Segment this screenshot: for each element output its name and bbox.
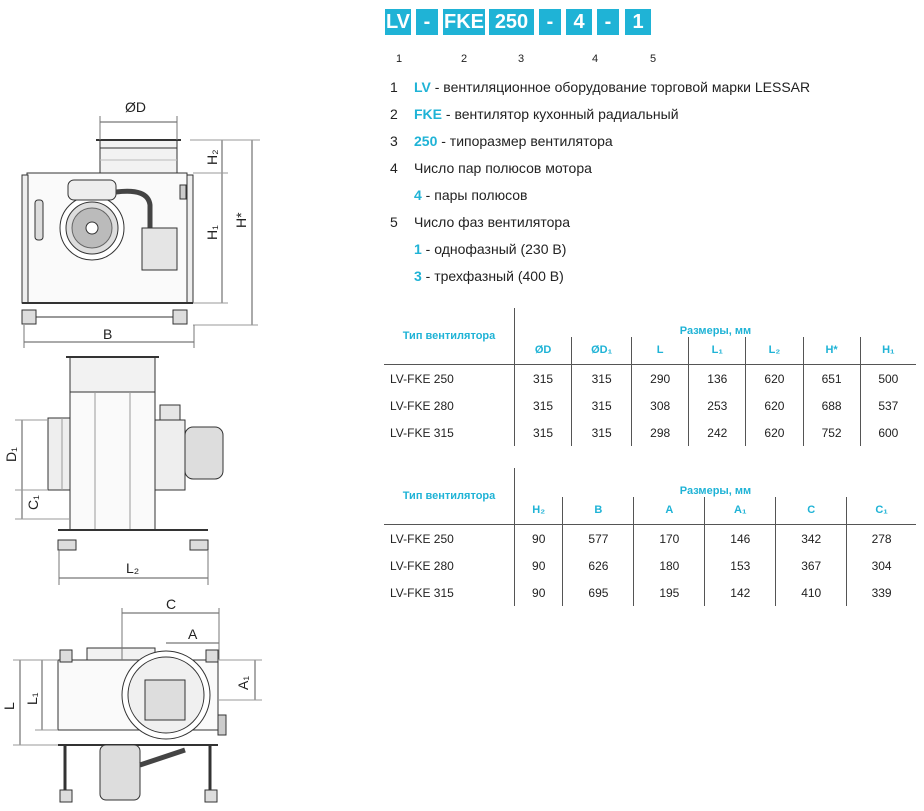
table-cell: 315 xyxy=(572,392,632,419)
table2-col-a: A xyxy=(634,497,705,525)
table1-col-l: L xyxy=(632,337,689,365)
table-cell: 315 xyxy=(572,419,632,446)
table1-col-od: ØD xyxy=(515,337,572,365)
code-legend xyxy=(390,74,810,290)
code-part-phases: 1 xyxy=(625,9,651,35)
side-view xyxy=(15,357,223,585)
table-cell: 170 xyxy=(634,525,705,553)
label-a: A xyxy=(188,626,198,642)
table-cell: LV-FKE 280 xyxy=(390,558,454,573)
code-number-1: 1 xyxy=(395,53,403,65)
table-row xyxy=(384,392,916,419)
table-row xyxy=(384,552,916,579)
legend-row-3 xyxy=(390,128,810,155)
table-cell: 315 xyxy=(515,419,572,446)
table2-col-c: C xyxy=(776,497,847,525)
table1-group-header: Размеры, мм xyxy=(515,308,917,337)
table-row xyxy=(384,579,916,606)
legend-index: 1 xyxy=(390,79,398,95)
technical-drawings xyxy=(0,0,375,811)
table-cell: 537 xyxy=(860,392,916,419)
table-cell: 304 xyxy=(847,552,916,579)
table1-col-l2: L₂ xyxy=(746,337,803,365)
legend-code: 250 xyxy=(414,133,438,149)
fan-drawings-svg xyxy=(0,0,375,811)
table-cell: 620 xyxy=(746,365,803,393)
label-l1: L₁ xyxy=(24,692,40,705)
table-cell: 620 xyxy=(746,392,803,419)
legend-row-2 xyxy=(390,101,810,128)
table2-type-header: Тип вентилятора xyxy=(402,490,496,502)
legend-row-4 xyxy=(390,155,810,182)
table2-col-c1: C₁ xyxy=(847,497,916,525)
table-cell: 315 xyxy=(515,365,572,393)
code-number-2: 2 xyxy=(460,53,468,65)
label-h: H* xyxy=(233,212,249,228)
table-cell: 242 xyxy=(689,419,746,446)
legend-text: - трехфазный (400 В) xyxy=(421,268,564,284)
label-c: C xyxy=(166,596,177,612)
code-sep-1: - xyxy=(416,9,438,35)
table-cell: LV-FKE 280 xyxy=(390,398,454,413)
table-cell: 90 xyxy=(515,552,563,579)
legend-code: FKE xyxy=(414,106,442,122)
table-cell: 342 xyxy=(776,525,847,553)
legend-index: 5 xyxy=(390,214,398,230)
label-a1: A₁ xyxy=(235,675,251,690)
table1-col-h1: H₁ xyxy=(860,337,916,365)
table2-col-h2: H₂ xyxy=(515,497,563,525)
legend-text: - вентиляционное оборудование торговой марки LESSAR xyxy=(430,79,811,95)
table-cell: LV-FKE 315 xyxy=(390,585,454,600)
code-number-5: 5 xyxy=(649,53,657,65)
table-cell: LV-FKE 250 xyxy=(384,525,515,553)
table-cell: 90 xyxy=(515,525,563,553)
table-cell: 142 xyxy=(705,579,776,606)
table-cell: 290 xyxy=(632,365,689,393)
table-row xyxy=(384,419,916,446)
dimensions-table-2 xyxy=(384,468,916,606)
front-view xyxy=(22,116,260,348)
table-cell: 90 xyxy=(515,579,563,606)
legend-code: LV xyxy=(414,79,431,95)
label-h1: H₁ xyxy=(204,225,220,240)
table2-group-header: Размеры, мм xyxy=(515,468,917,497)
legend-code: 1 xyxy=(414,241,422,257)
dimensions-table-1 xyxy=(384,308,916,446)
code-sep-2: - xyxy=(539,9,561,35)
table1-col-od1: ØD₁ xyxy=(572,337,632,365)
table-cell: 153 xyxy=(705,552,776,579)
table-cell: 695 xyxy=(563,579,634,606)
code-number-4: 4 xyxy=(591,53,599,65)
table-cell: 136 xyxy=(689,365,746,393)
table-cell: LV-FKE 250 xyxy=(384,365,515,393)
table-cell: 308 xyxy=(632,392,689,419)
legend-index: 2 xyxy=(390,106,398,122)
table-cell: 600 xyxy=(860,419,916,446)
label-l2: L₂ xyxy=(126,560,140,576)
table-cell: 315 xyxy=(515,392,572,419)
label-l: L xyxy=(1,702,17,710)
code-part-size: 250 xyxy=(489,9,534,35)
legend-row-5b xyxy=(390,263,810,290)
code-part-fke: FKE xyxy=(444,11,484,33)
table-cell: 577 xyxy=(563,525,634,553)
label-d1: D₁ xyxy=(3,447,19,462)
table-cell: 410 xyxy=(776,579,847,606)
table-cell: 146 xyxy=(705,525,776,553)
table-cell: 298 xyxy=(632,419,689,446)
table-cell: 195 xyxy=(634,579,705,606)
top-view xyxy=(13,608,262,802)
legend-row-5a xyxy=(390,236,810,263)
label-od: ØD xyxy=(125,99,146,115)
code-part-poles: 4 xyxy=(566,9,592,35)
legend-text: Число пар полюсов мотора xyxy=(414,160,592,176)
table-cell: 315 xyxy=(572,365,632,393)
legend-index: 4 xyxy=(390,160,398,176)
table-cell: 752 xyxy=(803,419,860,446)
table-cell: 339 xyxy=(847,579,916,606)
legend-code: 4 xyxy=(414,187,422,203)
table-cell: 626 xyxy=(563,552,634,579)
legend-code: 3 xyxy=(414,268,422,284)
code-sep-3: - xyxy=(597,9,619,35)
legend-text: - вентилятор кухонный радиальный xyxy=(442,106,679,122)
code-part-lv: LV xyxy=(385,11,411,33)
label-c1: C₁ xyxy=(25,495,41,510)
legend-index: 3 xyxy=(390,133,398,149)
table-row xyxy=(384,365,916,393)
table-cell: LV-FKE 315 xyxy=(390,425,454,440)
label-b: B xyxy=(103,326,113,342)
table2-col-a1: A₁ xyxy=(705,497,776,525)
table-cell: 253 xyxy=(689,392,746,419)
table1-col-l1: L₁ xyxy=(689,337,746,365)
legend-row-5 xyxy=(390,209,810,236)
table2-col-b: B xyxy=(563,497,634,525)
legend-text: Число фаз вентилятора xyxy=(414,214,571,230)
legend-text: - пары полюсов xyxy=(421,187,528,203)
table-cell: 500 xyxy=(860,365,916,393)
table-cell: 367 xyxy=(776,552,847,579)
table-cell: 651 xyxy=(803,365,860,393)
table-cell: 180 xyxy=(634,552,705,579)
table-cell: 278 xyxy=(847,525,916,553)
legend-row-1 xyxy=(390,74,810,101)
table-row xyxy=(384,525,916,553)
label-h2: H₂ xyxy=(204,149,220,165)
legend-text: - однофазный (230 В) xyxy=(421,241,567,257)
legend-row-4-sub xyxy=(390,182,810,209)
table-cell: 688 xyxy=(803,392,860,419)
legend-text: - типоразмер вентилятора xyxy=(437,133,613,149)
table-cell: 620 xyxy=(746,419,803,446)
table1-type-header: Тип вентилятора xyxy=(402,330,496,342)
table1-col-h: H* xyxy=(803,337,860,365)
code-number-3: 3 xyxy=(517,53,525,65)
